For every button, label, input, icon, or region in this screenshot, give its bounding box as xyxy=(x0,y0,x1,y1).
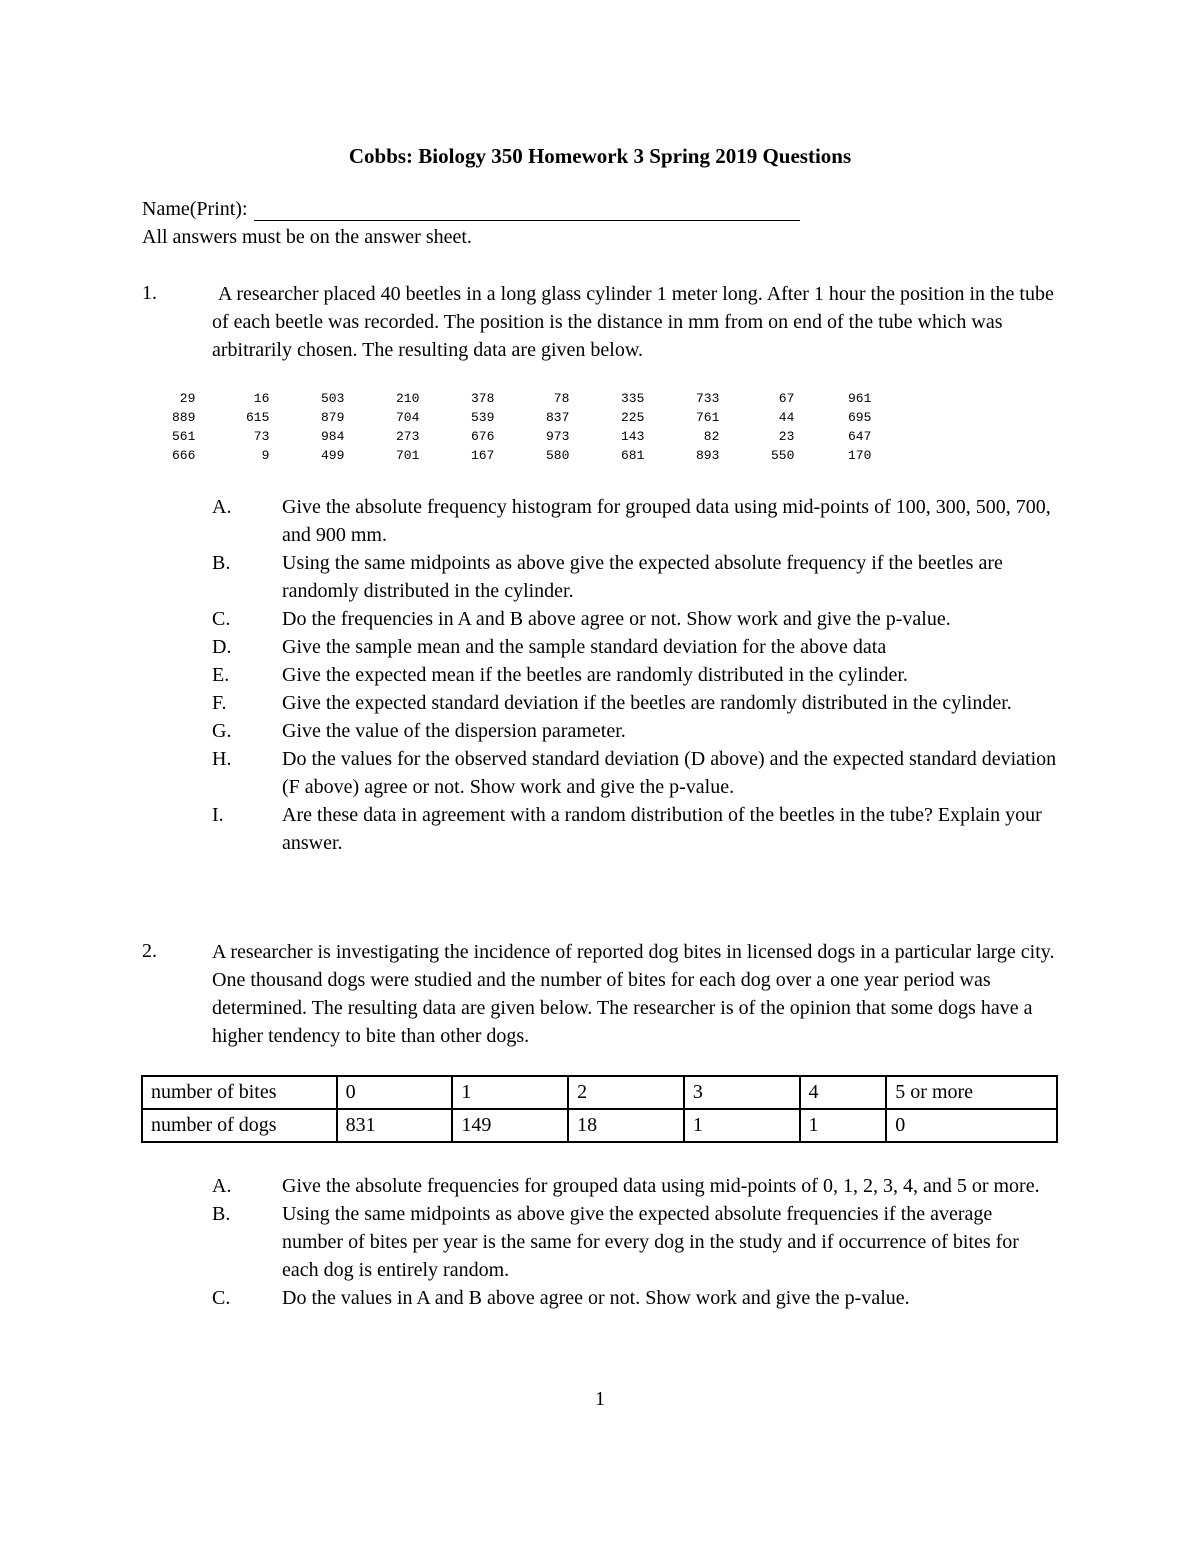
part-text: Do the values in A and B above agree or not. Show work and give the p-value. xyxy=(282,1287,910,1309)
data-cell: 973 xyxy=(546,429,570,444)
part-letter: G. xyxy=(212,720,232,742)
table-header-cell: number of bites xyxy=(142,1076,337,1109)
page-title: Cobbs: Biology 350 Homework 3 Spring 2019 Questions xyxy=(348,144,852,168)
part-letter: F. xyxy=(212,692,227,714)
data-cell: 984 xyxy=(321,429,345,444)
data-cell: 550 xyxy=(771,448,795,463)
name-label: Name(Print): xyxy=(142,198,248,220)
data-cell: 889 xyxy=(172,410,196,425)
part-text: Do the frequencies in A and B above agree or not. Show work and give the p-value. xyxy=(282,608,951,630)
data-cell: 879 xyxy=(321,410,345,425)
table-cell: 0 xyxy=(337,1076,453,1109)
data-cell: 335 xyxy=(621,391,645,406)
table-cell: 149 xyxy=(452,1109,568,1142)
part-text: Using the same midpoints as above give the expected absolute frequencies if the average number of bites per year is the same for every dog in the study and if occurrence of bites for each dog is entirely random. xyxy=(282,1203,1019,1281)
data-cell: 273 xyxy=(396,429,420,444)
question-1-parts xyxy=(212,493,1058,857)
table-cell: 1 xyxy=(800,1109,887,1142)
dog-bites-table xyxy=(141,1075,1058,1143)
data-cell: 961 xyxy=(848,391,872,406)
table-cell: 1 xyxy=(684,1109,800,1142)
table-cell: 2 xyxy=(568,1076,684,1109)
data-cell: 82 xyxy=(703,429,720,444)
data-cell: 23 xyxy=(778,429,795,444)
part-letter: A. xyxy=(212,1175,232,1197)
question-1-part xyxy=(212,493,1058,549)
data-cell: 695 xyxy=(848,410,872,425)
data-cell: 499 xyxy=(321,448,345,463)
question-2-part xyxy=(212,1284,1058,1312)
data-cell: 561 xyxy=(172,429,196,444)
question-1-part xyxy=(212,633,1058,661)
part-letter: C. xyxy=(212,1287,231,1309)
data-row xyxy=(172,408,871,427)
part-text: Give the value of the dispersion parameter. xyxy=(282,720,626,742)
data-cell: 73 xyxy=(253,429,270,444)
data-row xyxy=(172,427,871,446)
data-cell: 539 xyxy=(471,410,495,425)
table-cell: 1 xyxy=(452,1076,568,1109)
table-cell: 5 or more xyxy=(886,1076,1057,1109)
name-blank-line[interactable] xyxy=(254,200,800,221)
data-cell: 701 xyxy=(396,448,420,463)
data-cell: 167 xyxy=(471,448,495,463)
question-2-part xyxy=(212,1200,1058,1284)
data-cell: 893 xyxy=(696,448,720,463)
data-cell: 16 xyxy=(253,391,270,406)
data-cell: 837 xyxy=(546,410,570,425)
question-2-part xyxy=(212,1172,1058,1200)
question-1-part xyxy=(212,689,1058,717)
data-cell: 29 xyxy=(179,391,196,406)
part-text: Are these data in agreement with a random distribution of the beetles in the tube? Explain your answer. xyxy=(282,804,1042,854)
question-2-number: 2. xyxy=(142,940,157,962)
part-letter: D. xyxy=(212,636,232,658)
part-letter: B. xyxy=(212,1203,231,1225)
data-cell: 143 xyxy=(621,429,645,444)
part-text: Using the same midpoints as above give the expected absolute frequency if the beetles are randomly distributed in the cylinder. xyxy=(282,552,1003,602)
question-1-part xyxy=(212,745,1058,801)
part-text: Do the values for the observed standard deviation (D above) and the expected standard deviation (F above) agree or not. Show work and give the p-value. xyxy=(282,748,1057,798)
question-1-part xyxy=(212,549,1058,605)
data-cell: 676 xyxy=(471,429,495,444)
table-cell: 18 xyxy=(568,1109,684,1142)
data-cell: 666 xyxy=(172,448,196,463)
part-letter: C. xyxy=(212,608,231,630)
part-letter: E. xyxy=(212,664,230,686)
part-text: Give the absolute frequencies for grouped data using mid-points of 0, 1, 2, 3, 4, and 5 or more. xyxy=(282,1175,1040,1197)
instructions-note: All answers must be on the answer sheet. xyxy=(142,226,472,248)
question-1-number: 1. xyxy=(142,282,157,304)
part-text: Give the sample mean and the sample standard deviation for the above data xyxy=(282,636,887,658)
data-cell: 9 xyxy=(261,448,270,463)
data-cell: 704 xyxy=(396,410,420,425)
question-2-parts xyxy=(212,1172,1058,1312)
data-cell: 761 xyxy=(696,410,720,425)
name-field-row xyxy=(142,198,800,221)
data-row xyxy=(172,446,871,465)
data-cell: 503 xyxy=(321,391,345,406)
table-cell: 831 xyxy=(337,1109,453,1142)
data-cell: 170 xyxy=(848,448,872,463)
data-cell: 681 xyxy=(621,448,645,463)
data-cell: 378 xyxy=(471,391,495,406)
part-text: Give the expected standard deviation if the beetles are randomly distributed in the cylinder. xyxy=(282,692,1012,714)
part-text: Give the expected mean if the beetles are randomly distributed in the cylinder. xyxy=(282,664,908,686)
page-number: 1 xyxy=(595,1388,605,1410)
question-1-part xyxy=(212,661,1058,689)
data-cell: 225 xyxy=(621,410,645,425)
data-cell: 210 xyxy=(396,391,420,406)
data-cell: 580 xyxy=(546,448,570,463)
question-1-text: A researcher placed 40 beetles in a long glass cylinder 1 meter long. After 1 hour the position in the tube of each beetle was recorded. The position is the distance in mm from on end of the tube which was arbitrarily chosen. The resulting data are given below. xyxy=(212,283,1054,361)
part-letter: A. xyxy=(212,496,232,518)
part-text: Give the absolute frequency histogram for grouped data using mid-points of 100, 300, 500, 700, and 900 mm. xyxy=(282,496,1051,546)
data-cell: 615 xyxy=(246,410,270,425)
part-letter: H. xyxy=(212,748,232,770)
table-cell: 4 xyxy=(800,1076,887,1109)
table-row xyxy=(142,1109,1057,1142)
question-1-part xyxy=(212,717,1058,745)
question-1-part xyxy=(212,801,1058,857)
part-letter: I. xyxy=(212,804,224,826)
table-cell: 3 xyxy=(684,1076,800,1109)
data-cell: 44 xyxy=(778,410,795,425)
part-letter: B. xyxy=(212,552,231,574)
question-2-text: A researcher is investigating the incidence of reported dog bites in licensed dogs in a particular large city. One thousand dogs were studied and the number of bites for each dog over a one year period was determined. The resulting data are given below. The researcher is of the opinion that some dogs have a higher tendency to bite than other dogs. xyxy=(212,941,1055,1047)
data-cell: 647 xyxy=(848,429,872,444)
question-1-part xyxy=(212,605,1058,633)
table-row xyxy=(142,1076,1057,1109)
beetle-data-table xyxy=(172,389,871,465)
data-cell: 67 xyxy=(778,391,795,406)
table-header-cell: number of dogs xyxy=(142,1109,337,1142)
table-cell: 0 xyxy=(886,1109,1057,1142)
data-cell: 78 xyxy=(553,391,570,406)
data-cell: 733 xyxy=(696,391,720,406)
data-row xyxy=(172,389,871,408)
